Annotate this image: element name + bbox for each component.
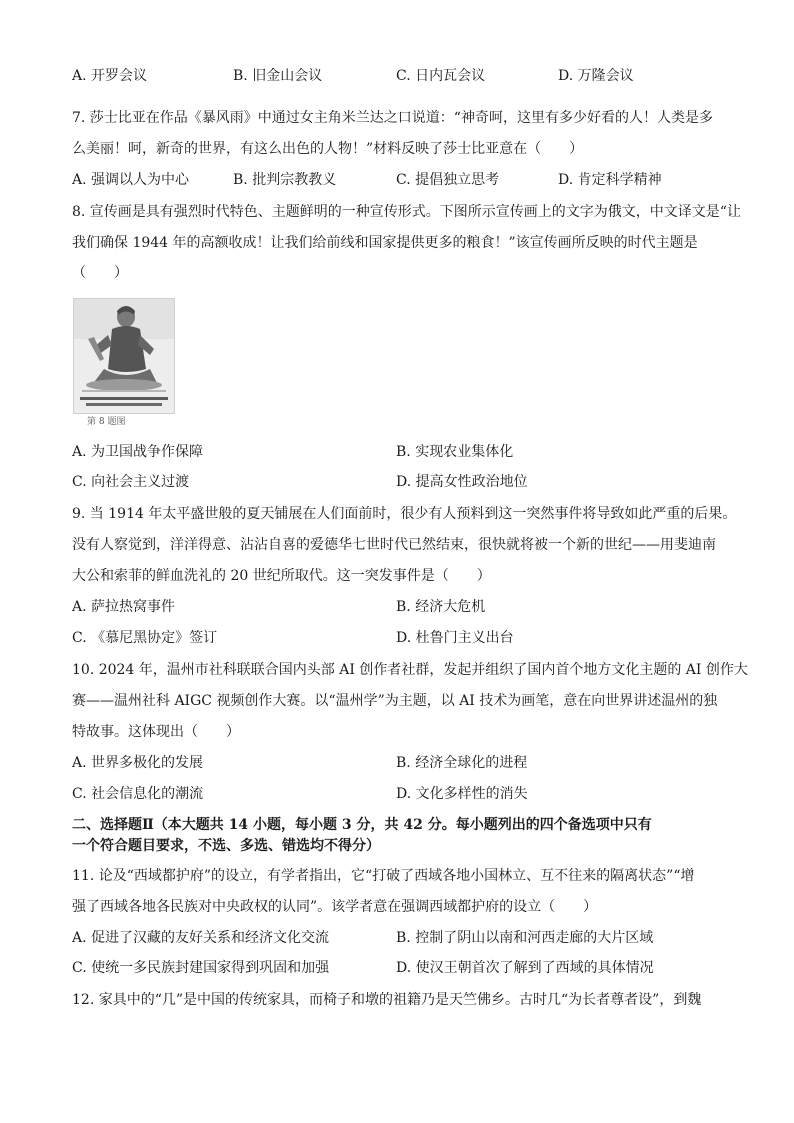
q7-option-b: B. 批判宗教教义 <box>233 172 337 188</box>
q10-text-line-1: 10. 2024 年，温州市社科联联合国内头部 AI 创作者社群，发起并组织了国内首个地方文化主题的 AI 创作大 <box>72 662 748 678</box>
q9-option-c: C. 《慕尼黑协定》签订 <box>72 630 218 646</box>
q10-option-a: A. 世界多极化的发展 <box>72 755 204 771</box>
propaganda-poster-image <box>73 298 175 414</box>
q10-text-line-2: 赛——温州社科 AIGC 视频创作大赛。以“温州学”为主题，以 AI 技术为画笔，意在向世界讲述温州的独 <box>72 693 718 709</box>
q6-option-d: D. 万隆会议 <box>558 68 634 84</box>
q11-option-b: B. 控制了阴山以南和河西走廊的大片区域 <box>396 930 654 946</box>
q9-option-a: A. 萨拉热窝事件 <box>72 599 176 615</box>
q11-option-c: C. 使统一多民族封建国家得到巩固和加强 <box>72 960 330 976</box>
q6-option-c: C. 日内瓦会议 <box>396 68 486 84</box>
q8-text-line-2: 我们确保 1944 年的高额收成！让我们给前线和国家提供更多的粮食！”该宣传画所反映的时代主题是 <box>72 235 698 251</box>
q8-figure <box>73 298 175 430</box>
q8-option-b: B. 实现农业集体化 <box>396 444 514 460</box>
q11-option-d: D. 使汉王朝首次了解到了西域的具体情况 <box>396 960 654 976</box>
q11-text-line-2: 强了西域各地各民族对中央政权的认同”。该学者意在强调西域都护府的设立（ ） <box>72 899 598 915</box>
q12-text-line-1: 12. 家具中的“几”是中国的传统家具，而椅子和墩的祖籍乃是天竺佛乡。古时几“为长者尊者设”，到魏 <box>72 992 702 1008</box>
q11-option-a: A. 促进了汉藏的友好关系和经济文化交流 <box>72 930 330 946</box>
q8-option-c: C. 向社会主义过渡 <box>72 474 190 490</box>
q10-text-line-3: 特故事。这体现出（ ） <box>72 724 240 740</box>
q7-option-d: D. 肯定科学精神 <box>558 172 662 188</box>
q9-option-d: D. 杜鲁门主义出台 <box>396 630 514 646</box>
q8-option-a: A. 为卫国战争作保障 <box>72 444 204 460</box>
q6-option-b: B. 旧金山会议 <box>233 68 323 84</box>
q10-option-c: C. 社会信息化的潮流 <box>72 786 204 802</box>
q7-option-a: A. 强调以人为中心 <box>72 172 190 188</box>
figure-caption: 第 8 题图 <box>87 417 126 427</box>
q6-option-a: A. 开罗会议 <box>72 68 148 84</box>
q10-option-d: D. 文化多样性的消失 <box>396 786 528 802</box>
q7-text-line-2: 么美丽！呵，新奇的世界，有这么出色的人物！”材料反映了莎士比亚意在（ ） <box>72 141 584 157</box>
q8-text-line-3: （ ） <box>72 265 128 281</box>
q7-option-c: C. 提倡独立思考 <box>396 172 500 188</box>
q8-option-d: D. 提高女性政治地位 <box>396 474 528 490</box>
section2-heading-line-1: 二、选择题Ⅱ（本大题共 14 小题，每小题 3 分，共 42 分。每小题列出的四个备选项中只有 <box>72 817 652 833</box>
poster-illustration <box>74 299 174 413</box>
q9-text-line-2: 没有人察觉到，洋洋得意、沾沾自喜的爱德华七世时代已然结束，很快就将被一个新的世纪——用斐迪南 <box>72 537 716 553</box>
q8-text-line-1: 8. 宣传画是具有强烈时代特色、主题鲜明的一种宣传形式。下图所示宣传画上的文字为俄文，中文译文是“让 <box>72 204 741 220</box>
q11-text-line-1: 11. 论及“西域都护府”的设立，有学者指出，它“打破了西域各地小国林立、互不往来的隔离状态”“增 <box>72 868 695 884</box>
q9-text-line-1: 9. 当 1914 年太平盛世般的夏天铺展在人们面前时，很少有人预料到这一突然事件将导致如此严重的后果。 <box>72 506 737 522</box>
q7-text-line-1: 7. 莎士比亚在作品《暴风雨》中通过女主角米兰达之口说道：“神奇呵，这里有多少好看的人！人类是多 <box>72 110 713 126</box>
section2-heading-line-2: 一个符合题目要求，不选、多选、错选均不得分） <box>72 838 380 854</box>
q9-text-line-3: 大公和索菲的鲜血洗礼的 20 世纪所取代。这一突发事件是（ ） <box>72 568 491 584</box>
q10-option-b: B. 经济全球化的进程 <box>396 755 528 771</box>
q9-option-b: B. 经济大危机 <box>396 599 486 615</box>
